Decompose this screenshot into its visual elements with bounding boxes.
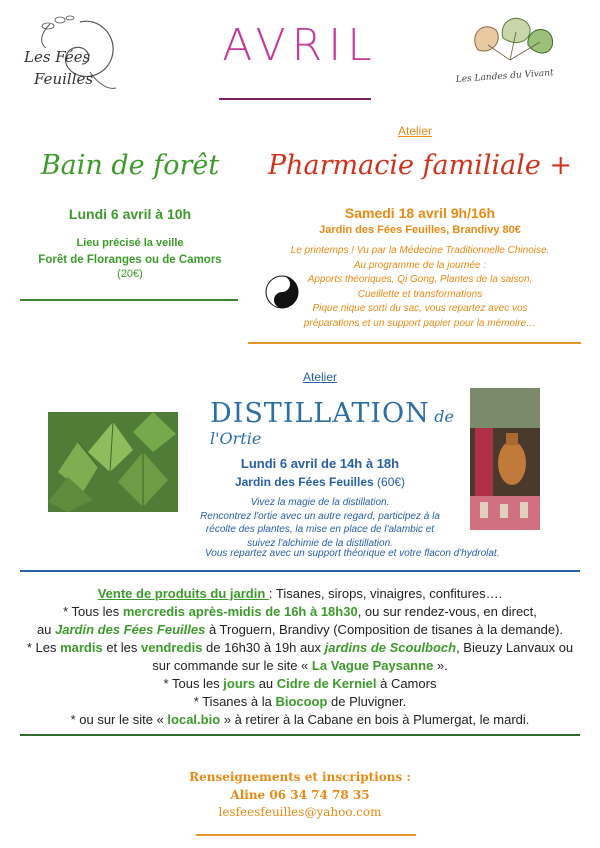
distillation-lieu: Jardin des Fées Feuilles (60€) [234, 475, 406, 489]
bain-lieu-2: Forêt de Floranges ou de Camors [38, 254, 222, 266]
svg-text:Feuilles: Feuilles [34, 70, 94, 88]
pharmacie-lieu: Jardin des Fées Feuilles, Brandivy 80€ [319, 224, 521, 236]
pharmacie-date: Samedi 18 avril 9h/16h [344, 205, 496, 221]
vente-divider [20, 734, 580, 736]
bain-date: Lundi 6 avril à 10h [68, 206, 192, 222]
pharmacie-divider [248, 342, 581, 344]
pharmacie-title: Pharmacie familiale + [267, 150, 573, 181]
vente-line-2: * Tous les mercredis après-midis de 16h à 18h30, ou sur rendez-vous, en direct, [63, 604, 537, 619]
vente-line-5: sur commande sur le site « La Vague Paysanne ». [152, 658, 448, 673]
title-underline [219, 98, 371, 100]
vente-line-4: * Les mardis et les vendredis de 16h30 à 19h aux jardins de Scoulboch, Bieuzy Lanvaux ou [26, 640, 574, 655]
contact-heading: Renseignements et inscriptions : [189, 770, 411, 784]
bain-title: Bain de forêt [40, 150, 220, 181]
fees-feuilles-logo [20, 12, 125, 107]
bain-lieu-1: Lieu précisé la veille [76, 237, 184, 249]
svg-text:Les Fées: Les Fées [24, 48, 91, 66]
landes-du-vivant-logo [448, 10, 578, 90]
page-title: AVRIL [222, 20, 378, 71]
svg-text:Les Landes du Vivant: Les Landes du Vivant [455, 68, 554, 85]
distillation-description-last: Vous repartez avec un support théorique et votre flacon d'hydrolat. [205, 548, 500, 559]
vente-section [20, 585, 580, 729]
distillation-date: Lundi 6 avril de 14h à 18h [240, 456, 400, 471]
bain-divider [20, 299, 238, 301]
vente-line-3: au Jardin des Fées Feuilles à Troguern, Brandivy (Composition de tisanes à la demande). [36, 622, 564, 637]
distillation-title: DISTILLATION de l'Ortie [210, 398, 454, 448]
vente-line-7: * Tisanes à la Biocoop de Pluvigner. [193, 694, 407, 709]
pharmacie-atelier-link[interactable]: Atelier [397, 124, 432, 138]
vente-line-6: * Tous les jours au Cidre de Kerniel à Camors [163, 676, 437, 691]
nettle-photo [48, 412, 178, 512]
vente-line-1: Vente de produits du jardin : Tisanes, sirops, vinaigres, confitures…. [97, 586, 503, 601]
distillation-divider [20, 570, 580, 572]
vente-line-8: * ou sur le site « local.bio » à retirer à la Cabane en bois à Plumergat, le mardi. [70, 712, 530, 727]
contact-divider [196, 834, 416, 836]
pharmacie-description: Le printemps ! Vu par la Médecine Traditionnelle Chinoise. Au programme de la journée : Apports théoriques, Qi Gong, Plantes de la saison, Cueillette et transformations Pique nique sorti du sac, vous repartez avec vos préparations et un support papier pour la mémoire… [290, 245, 550, 329]
contact-phone: Aline 06 34 74 78 35 [230, 788, 370, 802]
yin-yang-icon [265, 275, 299, 309]
bain-price: (20€) [117, 268, 143, 280]
distillation-description: Vivez la magie de la distillation. Rencontrez l'ortie avec un autre regard, participez à la récolte des plantes, la mise en place de l'alambic et suivez l'alchimie de la distillation. [200, 497, 440, 549]
alembic-photo [470, 388, 540, 530]
contact-email[interactable]: lesfeesfeuilles@yahoo.com [218, 805, 382, 819]
distillation-atelier-link[interactable]: Atelier [302, 370, 337, 384]
